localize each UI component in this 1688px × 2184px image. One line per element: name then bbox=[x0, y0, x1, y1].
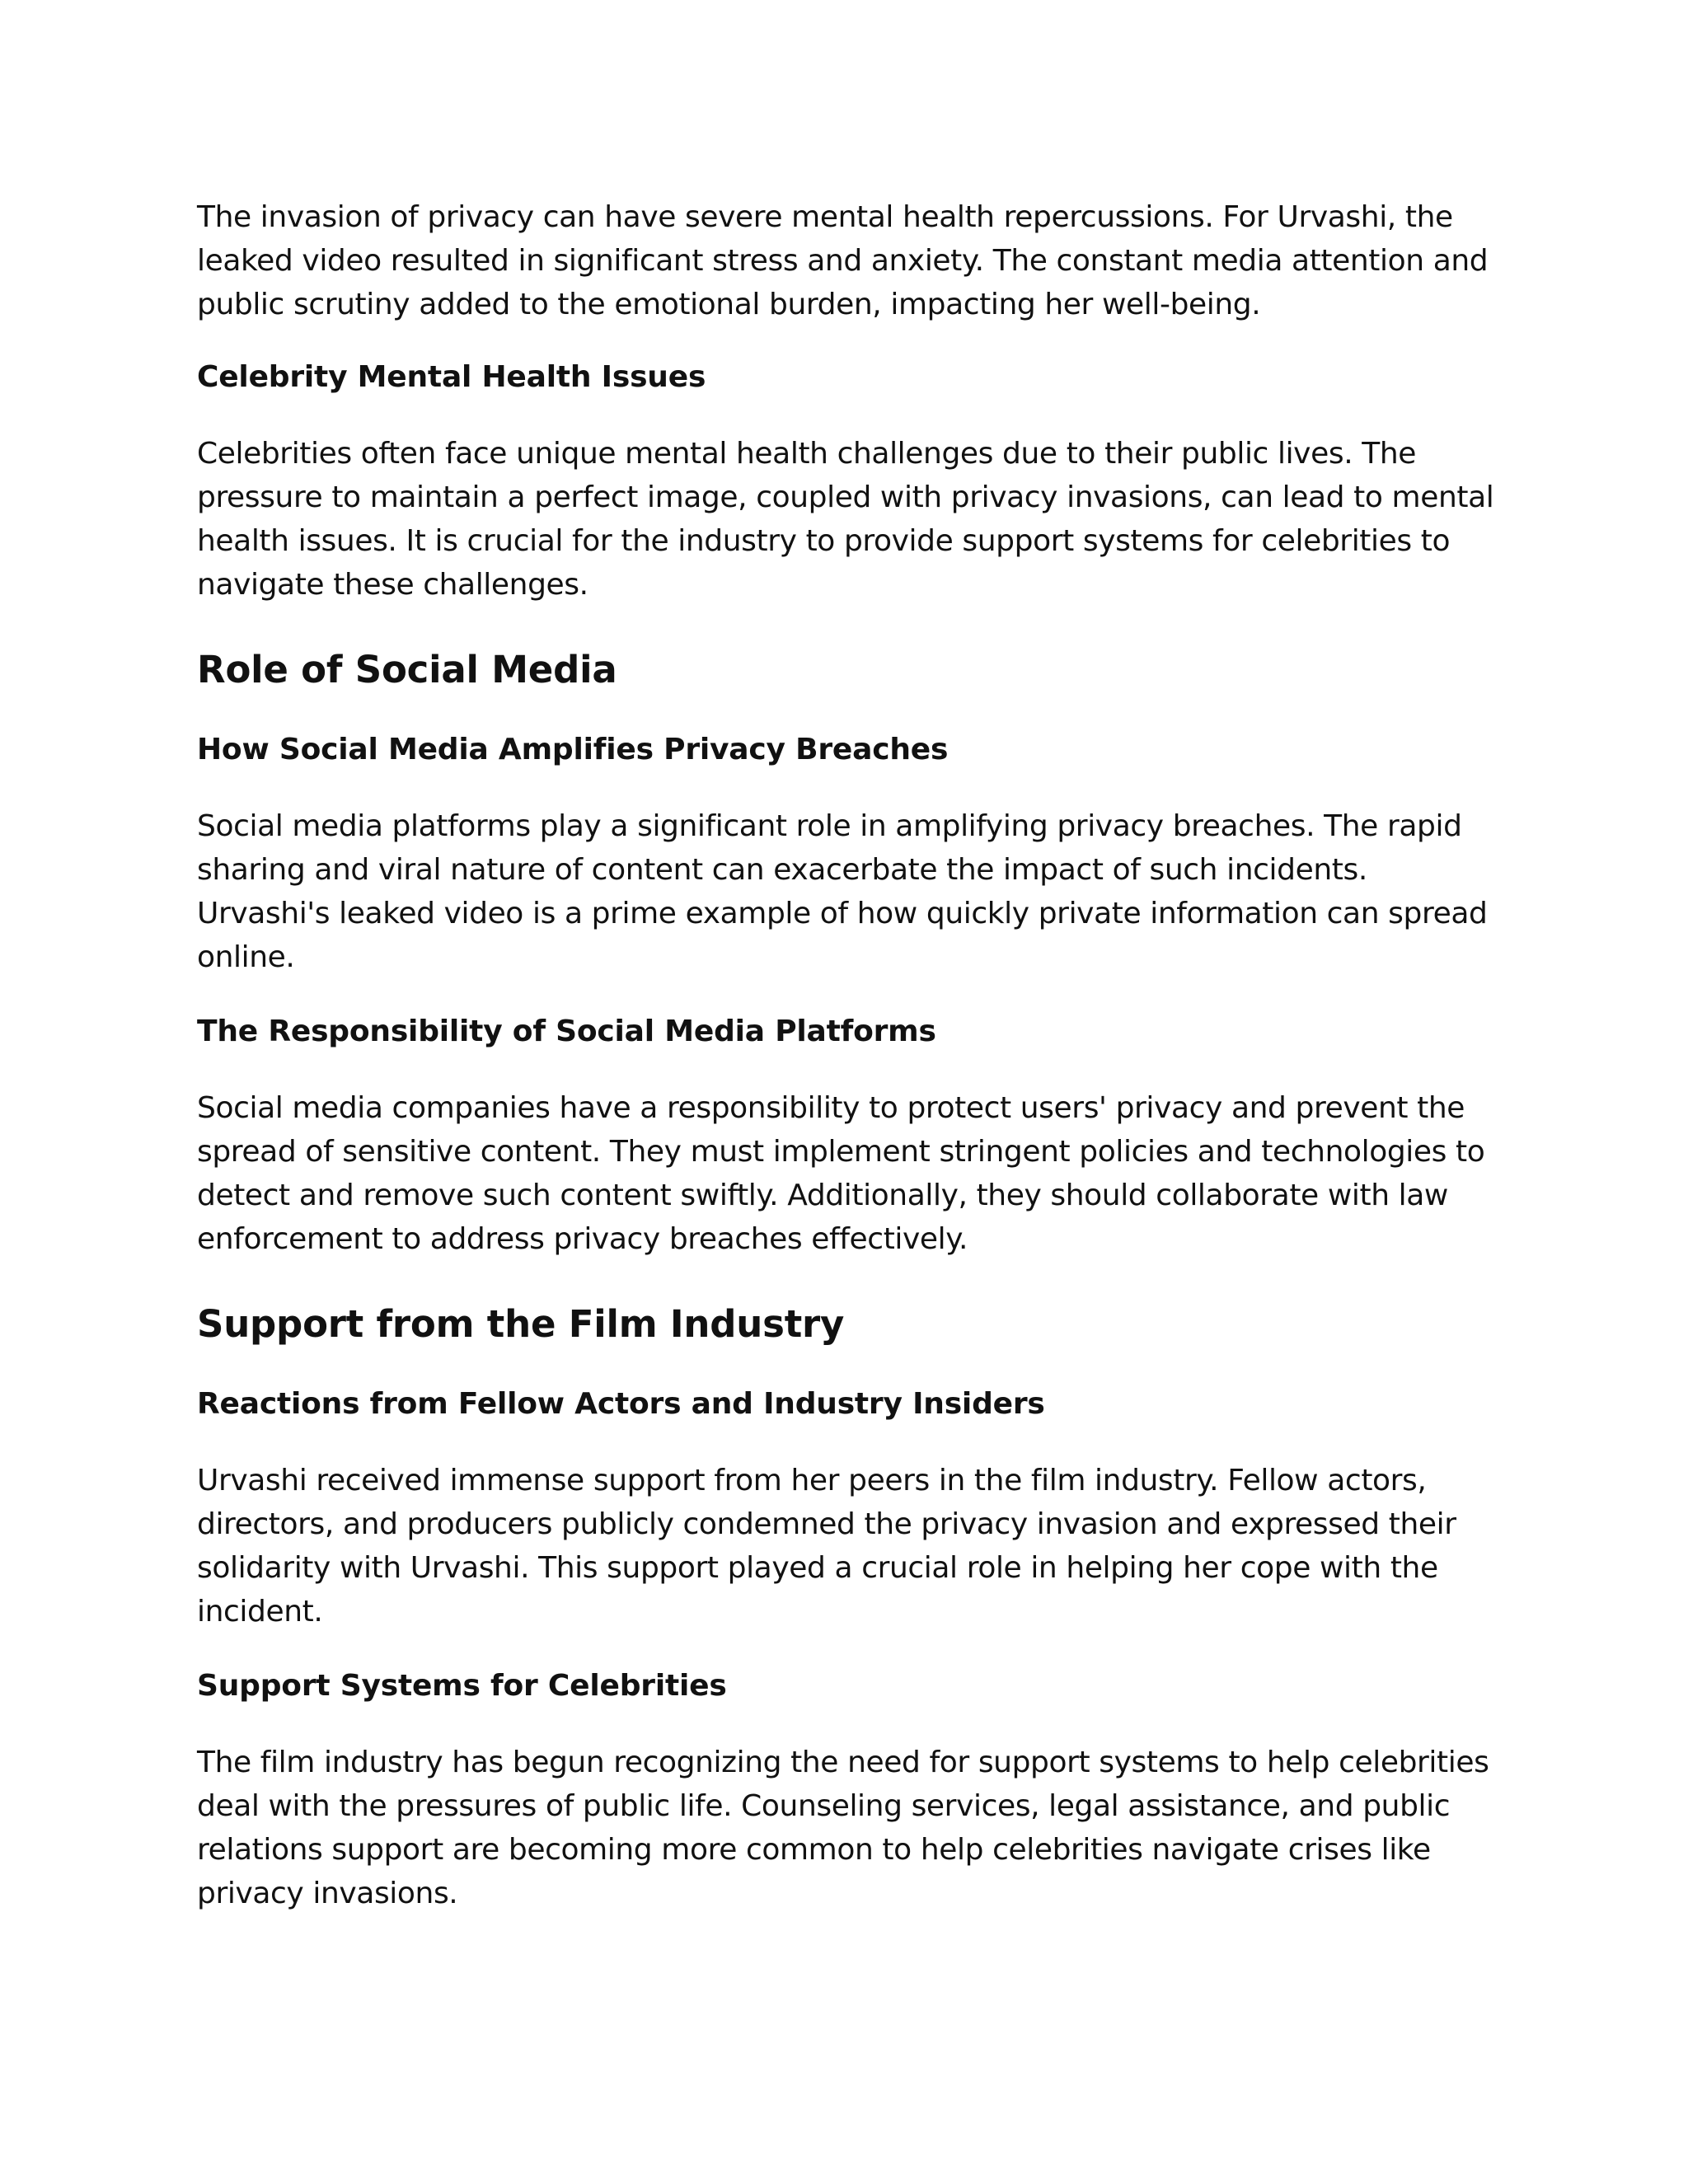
heading-how-social-media-amplifies: How Social Media Amplifies Privacy Breaches bbox=[197, 733, 949, 766]
heading-responsibility-of-platforms: The Responsibility of Social Media Platforms bbox=[197, 1015, 936, 1048]
paragraph-industry-reactions: Urvashi received immense support from her peers in the film industry. Fellow actors, directors, and producers publicly condemned the privacy invasion and expressed their solidarity with Urvashi. This support played a crucial role in helping her cope with the incident. bbox=[197, 1464, 1456, 1629]
heading-reactions-from-fellow-actors: Reactions from Fellow Actors and Industry Insiders bbox=[197, 1387, 1045, 1421]
paragraph-mental-health-repercussions: The invasion of privacy can have severe mental health repercussions. For Urvashi, the leaked video resulted in significant stress and anxiety. The constant media attention and public scrutiny added to the emotional burden, impacting her well-being. bbox=[197, 200, 1489, 321]
heading-celebrity-mental-health-issues: Celebrity Mental Health Issues bbox=[197, 360, 706, 394]
paragraph-platform-responsibility: Social media companies have a responsibility to protect users' privacy and prevent the spread of sensitive content. They must implement stringent policies and technologies to detect and remove such content swiftly. Additionally, they should collaborate with law enforcement to address privacy breaches effectively. bbox=[197, 1091, 1485, 1256]
paragraph-celebrity-mental-health: Celebrities often face unique mental health challenges due to their public lives. The pressure to maintain a perfect image, coupled with privacy invasions, can lead to mental health issues. It is crucial for the industry to provide support systems for celebrities to navigate these challenges. bbox=[197, 437, 1494, 602]
paragraph-social-media-amplifies: Social media platforms play a significant role in amplifying privacy breaches. The rapid sharing and viral nature of content can exacerbate the impact of such incidents. Urvashi's leaked video is a prime example of how quickly private information can spread online. bbox=[197, 809, 1488, 974]
heading-support-systems-for-celebrities: Support Systems for Celebrities bbox=[197, 1669, 727, 1703]
paragraph-support-systems: The film industry has begun recognizing the need for support systems to help celebrities deal with the pressures of public life. Counseling services, legal assistance, and public relations support are becoming more common to help celebrities navigate crises like privacy invasions. bbox=[197, 1746, 1489, 1910]
heading-role-of-social-media: Role of Social Media bbox=[197, 648, 617, 691]
heading-support-from-film-industry: Support from the Film Industry bbox=[197, 1302, 845, 1346]
